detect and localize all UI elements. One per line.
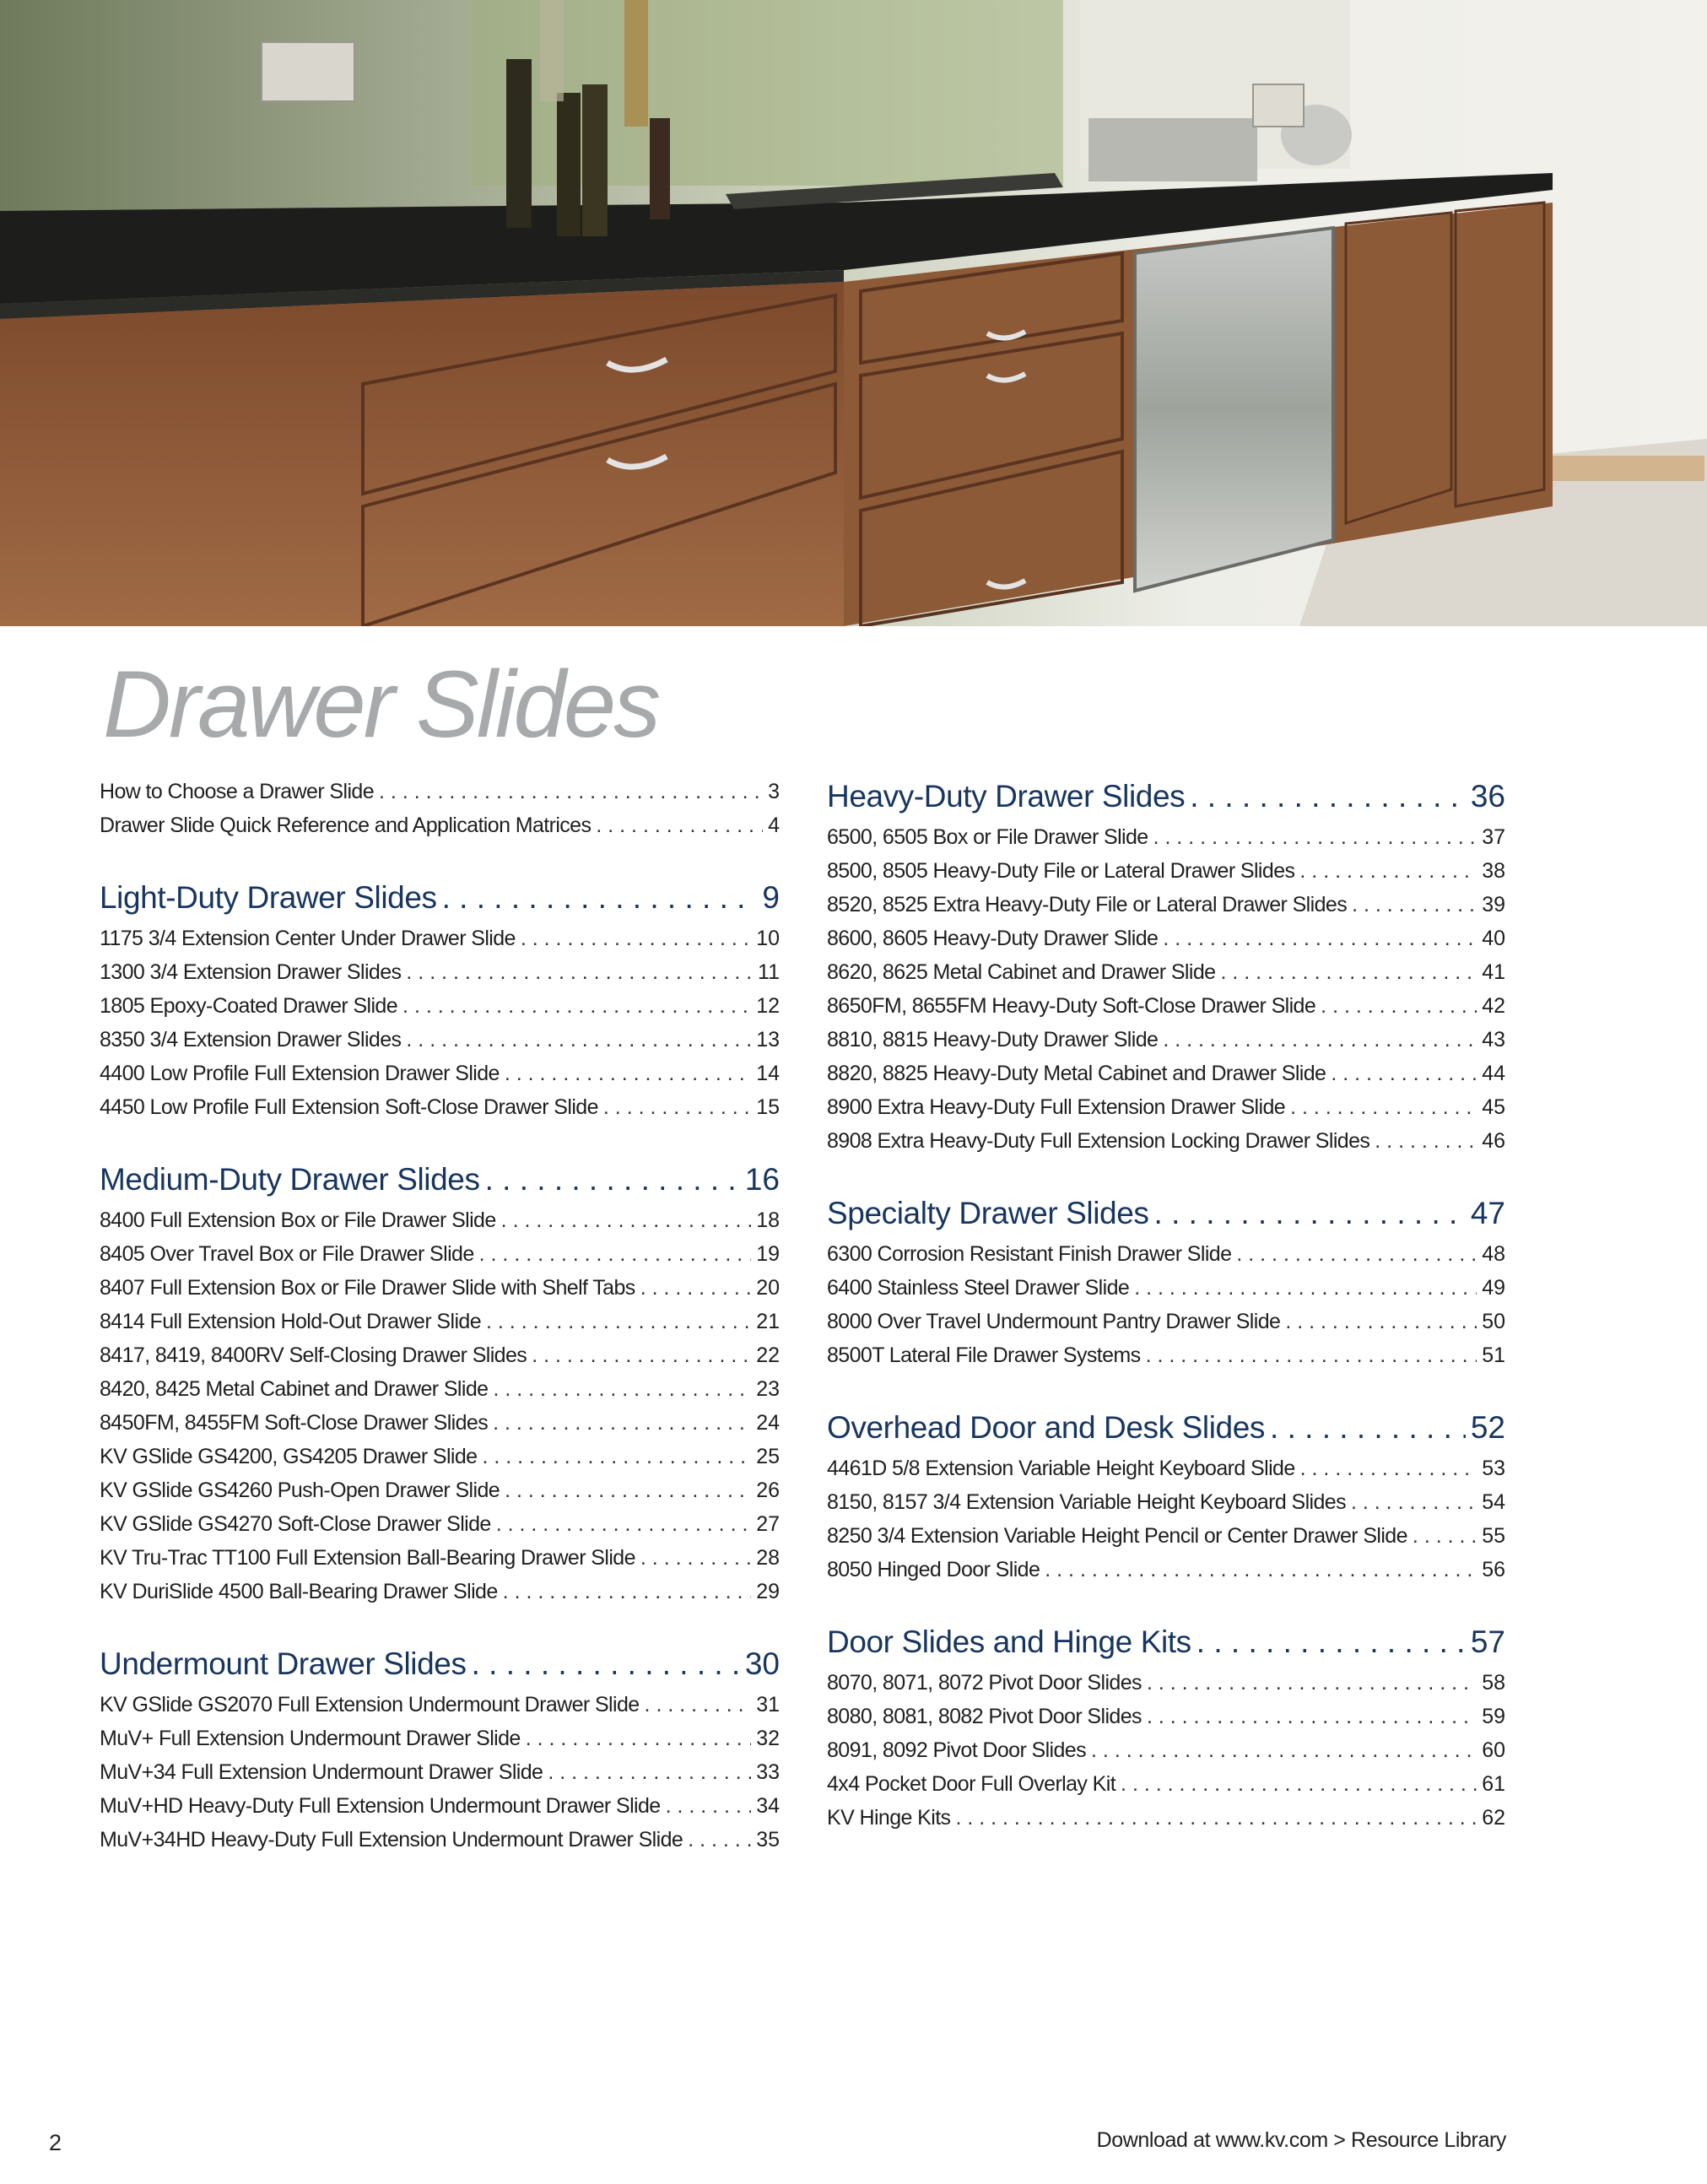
toc-section-overhead-door [827, 1406, 1505, 1587]
toc-entry[interactable]: MuV+ Full Extension Undermount Drawer Slide . . . 32 [100, 1722, 780, 1755]
toc-right-column [827, 775, 1505, 1835]
toc-entry[interactable]: 8400 Full Extension Box or File Drawer Slide . . . 18 [100, 1203, 780, 1237]
toc-entry[interactable]: KV GSlide GS2070 Full Extension Undermount Drawer Slide . . . 31 [100, 1688, 780, 1722]
toc-entry[interactable]: 8520, 8525 Extra Heavy-Duty File or Lateral Drawer Slides . . . 39 [827, 888, 1505, 922]
toc-entry[interactable]: 1805 Epoxy-Coated Drawer Slide . . . 12 [100, 989, 780, 1023]
toc-entry[interactable]: 8414 Full Extension Hold-Out Drawer Slide . . . 21 [100, 1305, 780, 1338]
toc-entry[interactable]: 8407 Full Extension Box or File Drawer Slide with Shelf Tabs . . . 20 [100, 1271, 780, 1305]
footer-download-note[interactable]: Download at www.kv.com > Resource Library [1096, 2128, 1506, 2152]
toc-entry[interactable]: 8070, 8071, 8072 Pivot Door Slides . . . 58 [827, 1666, 1505, 1700]
toc-entry[interactable]: 8810, 8815 Heavy-Duty Drawer Slide . . . 43 [827, 1023, 1505, 1057]
toc-entry[interactable]: 4461D 5/8 Extension Variable Height Keyboard Slide . . . 53 [827, 1451, 1505, 1485]
toc-entry[interactable]: MuV+HD Heavy-Duty Full Extension Undermount Drawer Slide . . . 34 [100, 1789, 780, 1823]
toc-entry[interactable]: 6300 Corrosion Resistant Finish Drawer Slide . . . 48 [827, 1237, 1505, 1271]
toc-section-intro [100, 775, 780, 842]
toc-entry[interactable]: 1300 3/4 Extension Drawer Slides . . . 11 [100, 955, 780, 989]
toc-section-undermount [100, 1642, 780, 1857]
toc-entry[interactable]: 8405 Over Travel Box or File Drawer Slide . . . 19 [100, 1237, 780, 1271]
toc-entry[interactable]: 8820, 8825 Heavy-Duty Metal Cabinet and Drawer Slide . . . 44 [827, 1057, 1505, 1090]
toc-entry[interactable]: 8650FM, 8655FM Heavy-Duty Soft-Close Drawer Slide . . . 42 [827, 989, 1505, 1023]
toc-entry[interactable]: KV GSlide GS4270 Soft-Close Drawer Slide . . . 27 [100, 1507, 780, 1541]
toc-left-column [100, 775, 780, 1857]
toc-entry[interactable]: KV GSlide GS4200, GS4205 Drawer Slide . . . 25 [100, 1440, 780, 1473]
toc-entry[interactable]: 8908 Extra Heavy-Duty Full Extension Locking Drawer Slides . . . 46 [827, 1124, 1505, 1158]
toc-entry[interactable]: 8000 Over Travel Undermount Pantry Drawer Slide . . . 50 [827, 1305, 1505, 1338]
toc-heading[interactable]: Overhead Door and Desk Slides . . . 52 [827, 1406, 1505, 1450]
page-number: 2 [49, 2130, 62, 2155]
toc-heading[interactable]: Heavy-Duty Drawer Slides . . . 36 [827, 775, 1505, 819]
toc-entry[interactable]: How to Choose a Drawer Slide . . . 3 [100, 775, 780, 808]
toc-entry[interactable]: 8350 3/4 Extension Drawer Slides . . . 13 [100, 1023, 780, 1057]
toc-entry[interactable]: 8600, 8605 Heavy-Duty Drawer Slide . . . 40 [827, 922, 1505, 955]
toc-entry[interactable]: 8620, 8625 Metal Cabinet and Drawer Slide . . . 41 [827, 955, 1505, 989]
toc-entry[interactable]: 6500, 6505 Box or File Drawer Slide . . . 37 [827, 820, 1505, 854]
toc-entry[interactable]: 1175 3/4 Extension Center Under Drawer Slide . . . 10 [100, 922, 780, 955]
toc-entry[interactable]: KV Hinge Kits . . . 62 [827, 1801, 1505, 1835]
toc-section-heavy-duty [827, 775, 1505, 1158]
toc-section-specialty [827, 1192, 1505, 1372]
toc-entry[interactable]: 8420, 8425 Metal Cabinet and Drawer Slide . . . 23 [100, 1372, 780, 1406]
toc-entry[interactable]: Drawer Slide Quick Reference and Application Matrices . . . 4 [100, 808, 780, 842]
toc-entry[interactable]: 8500, 8505 Heavy-Duty File or Lateral Drawer Slides . . . 38 [827, 854, 1505, 888]
toc-entry[interactable]: 6400 Stainless Steel Drawer Slide . . . 49 [827, 1271, 1505, 1305]
kitchen-photo [0, 0, 1707, 626]
toc-section-light-duty [100, 876, 780, 1124]
toc-entry[interactable]: MuV+34 Full Extension Undermount Drawer Slide . . . 33 [100, 1755, 780, 1789]
toc-heading[interactable]: Specialty Drawer Slides . . . 47 [827, 1192, 1505, 1235]
toc-entry[interactable]: KV Tru-Trac TT100 Full Extension Ball-Bearing Drawer Slide . . . 28 [100, 1541, 780, 1575]
toc-entry[interactable]: 4450 Low Profile Full Extension Soft-Close Drawer Slide . . . 15 [100, 1090, 780, 1124]
toc-entry[interactable]: 8150, 8157 3/4 Extension Variable Height Keyboard Slides . . . 54 [827, 1485, 1505, 1519]
toc-entry[interactable]: 8450FM, 8455FM Soft-Close Drawer Slides . . . 24 [100, 1406, 780, 1440]
toc-heading[interactable]: Medium-Duty Drawer Slides . . . 16 [100, 1158, 780, 1202]
toc-entry[interactable]: MuV+34HD Heavy-Duty Full Extension Undermount Drawer Slide . . . 35 [100, 1823, 780, 1857]
toc-entry[interactable]: 8500T Lateral File Drawer Systems . . . 51 [827, 1338, 1505, 1372]
toc-heading[interactable]: Light-Duty Drawer Slides . . . 9 [100, 876, 780, 920]
toc-entry[interactable]: 8050 Hinged Door Slide . . . 56 [827, 1553, 1505, 1587]
toc-entry[interactable]: KV DuriSlide 4500 Ball-Bearing Drawer Slide . . . 29 [100, 1575, 780, 1608]
toc-heading[interactable]: Undermount Drawer Slides . . . 30 [100, 1642, 780, 1686]
page-title: Drawer Slides [103, 651, 659, 757]
toc-entry[interactable]: KV GSlide GS4260 Push-Open Drawer Slide . . . 26 [100, 1473, 780, 1507]
toc-entry[interactable]: 8080, 8081, 8082 Pivot Door Slides . . . 59 [827, 1700, 1505, 1733]
toc-entry[interactable]: 8417, 8419, 8400RV Self-Closing Drawer Slides . . . 22 [100, 1338, 780, 1372]
toc-section-door-slides [827, 1620, 1505, 1835]
toc-entry[interactable]: 8900 Extra Heavy-Duty Full Extension Drawer Slide . . . 45 [827, 1090, 1505, 1124]
toc-entry[interactable]: 4400 Low Profile Full Extension Drawer Slide . . . 14 [100, 1057, 780, 1090]
toc-entry[interactable]: 4x4 Pocket Door Full Overlay Kit . . . 61 [827, 1767, 1505, 1801]
toc-entry[interactable]: 8250 3/4 Extension Variable Height Pencil or Center Drawer Slide . . . 55 [827, 1519, 1505, 1553]
toc-section-medium-duty [100, 1158, 780, 1608]
toc-entry[interactable]: 8091, 8092 Pivot Door Slides . . . 60 [827, 1733, 1505, 1767]
toc-heading[interactable]: Door Slides and Hinge Kits . . . 57 [827, 1620, 1505, 1664]
